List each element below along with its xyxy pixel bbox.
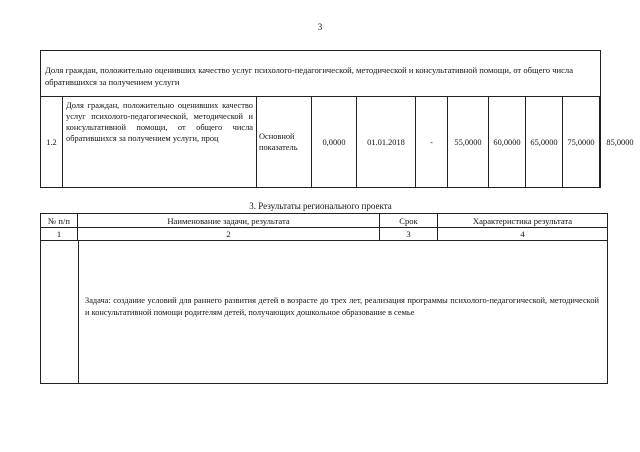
indicator-value-4: 75,0000 [563,97,600,187]
column-number-2: 2 [78,228,380,240]
column-number-3: 3 [380,228,438,240]
indicator-value-5: 85,0000 [606,137,634,147]
indicator-type: Основной показатель [257,97,312,187]
indicator-base-date: 01.01.2018 [357,97,416,187]
indicator-description: Доля граждан, положительно оценивших качество услуг психолого-педагогической, методической и консультативной помощи, от общего числа обратившихся за получением услуги, проц [63,97,257,187]
indicator-value-1: 55,0000 [448,97,489,187]
page-number: 3 [317,22,323,32]
column-number-4: 4 [520,229,525,239]
task-description: Задача: создание условий для раннего развития детей в возрасте до трех лет, реализация программы психолого-педагогической, методической и консультативной помощи родителям детей, получающих дошкольное образование в семье [85,296,599,317]
indicator-base-value: 0,0000 [312,97,357,187]
indicator-value-3: 65,0000 [526,97,563,187]
task-row-divider [78,241,79,383]
results-numbers-row [41,228,607,241]
results-table [40,213,608,384]
indicator-heading: Доля граждан, положительно оценивших качество услуг психолого-педагогической, методической и консультативной помощи, от общего числа обратившихся за получением услуги [45,65,574,87]
indicator-heading-row [41,51,600,97]
indicator-row-number: 1.2 [41,97,63,187]
indicator-dash: - [416,97,448,187]
section-title: 3. Результаты регионального проекта [249,201,392,211]
header-characteristic: Характеристика результата [472,215,573,226]
column-number-1: 1 [41,228,78,240]
indicator-table [40,50,634,188]
indicator-row [41,97,634,187]
header-number: № п/п [41,214,78,227]
header-deadline: Срок [380,214,438,227]
indicator-value-2: 60,0000 [489,97,526,187]
results-header-row [41,214,607,228]
header-task-name: Наименование задачи, результата [78,214,380,227]
